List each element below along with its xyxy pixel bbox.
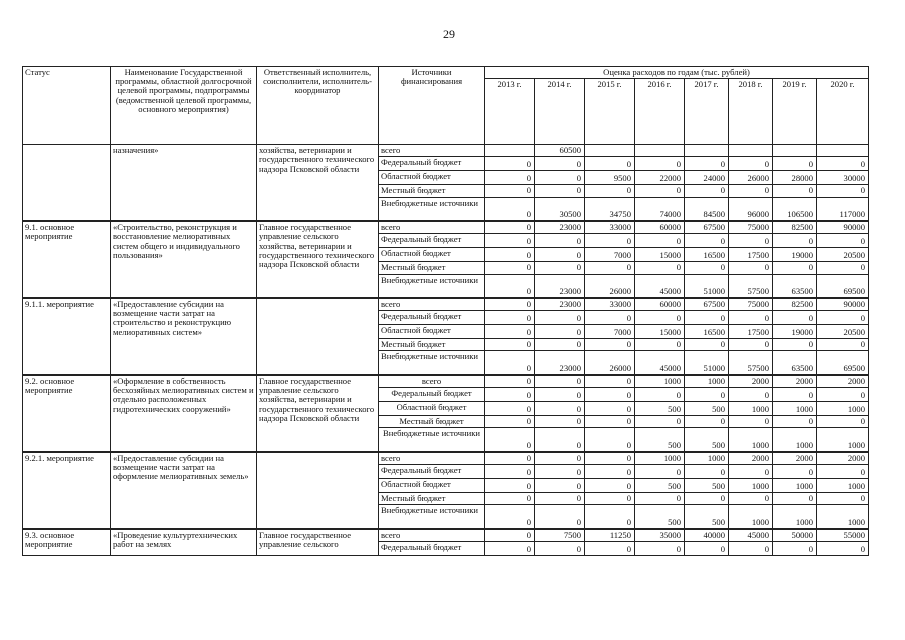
value-cell: 0 [535, 388, 585, 402]
source-cell: всего [379, 529, 485, 542]
year-header: 2015 г. [585, 79, 635, 145]
value-cell: 0 [585, 185, 635, 197]
value-cell: 0 [773, 541, 817, 555]
value-cell: 0 [773, 157, 817, 171]
value-cell: 0 [535, 452, 585, 465]
value-cell: 1000 [635, 452, 685, 465]
source-cell: Областной бюджет [379, 171, 485, 185]
value-cell: 45000 [635, 274, 685, 298]
value-cell: 0 [535, 428, 585, 452]
program-cell: «Строительство, реконструкция и восстановление мелиоративных систем общего и индивидуального пользования» [111, 221, 257, 298]
source-cell: Внебюджетные источники [379, 505, 485, 529]
table-row [23, 221, 869, 234]
value-cell: 51000 [685, 274, 729, 298]
value-cell: 57500 [729, 274, 773, 298]
value-cell: 0 [485, 248, 535, 262]
value-cell: 0 [485, 197, 535, 221]
value-cell: 0 [485, 402, 535, 416]
value-cell: 0 [535, 171, 585, 185]
source-cell: Местный бюджет [379, 339, 485, 351]
year-header: 2019 г. [773, 79, 817, 145]
value-cell: 16500 [685, 325, 729, 339]
value-cell: 0 [485, 171, 535, 185]
value-cell: 0 [585, 493, 635, 505]
value-cell: 0 [485, 351, 535, 375]
value-cell: 500 [635, 479, 685, 493]
value-cell: 60000 [635, 298, 685, 311]
value-cell: 0 [773, 185, 817, 197]
value-cell: 0 [729, 262, 773, 274]
value-cell: 117000 [817, 197, 869, 221]
header-sources: Источники финансирования [379, 67, 485, 145]
value-cell: 500 [635, 428, 685, 452]
value-cell: 90000 [817, 221, 869, 234]
value-cell: 0 [685, 185, 729, 197]
value-cell: 0 [729, 416, 773, 428]
value-cell: 67500 [685, 298, 729, 311]
value-cell: 0 [729, 234, 773, 248]
value-cell: 0 [485, 479, 535, 493]
value-cell: 0 [585, 234, 635, 248]
value-cell: 9500 [585, 171, 635, 185]
value-cell: 0 [535, 234, 585, 248]
value-cell: 0 [773, 339, 817, 351]
value-cell: 2000 [729, 375, 773, 388]
value-cell: 0 [635, 311, 685, 325]
status-cell: 9.3. основное мероприятие [23, 529, 111, 556]
program-cell: «Предоставление субсидии на возмещение части затрат на строительство и реконструкцию мелиоративных систем» [111, 298, 257, 375]
source-cell: Местный бюджет [379, 493, 485, 505]
value-cell: 500 [685, 428, 729, 452]
value-cell: 0 [585, 452, 635, 465]
value-cell [485, 145, 535, 157]
header-executor: Ответственный исполнитель, соисполнители, исполнитель-координатор [257, 67, 379, 145]
source-cell: Областной бюджет [379, 248, 485, 262]
value-cell: 500 [685, 505, 729, 529]
value-cell: 1000 [817, 402, 869, 416]
source-cell: Федеральный бюджет [379, 234, 485, 248]
value-cell: 50000 [773, 529, 817, 542]
table-row [23, 452, 869, 465]
value-cell: 0 [535, 402, 585, 416]
value-cell: 0 [485, 428, 535, 452]
value-cell: 22000 [635, 171, 685, 185]
value-cell: 0 [485, 505, 535, 529]
table-row [23, 529, 869, 542]
value-cell: 82500 [773, 221, 817, 234]
value-cell: 84500 [685, 197, 729, 221]
source-cell: Внебюджетные источники [379, 428, 485, 452]
value-cell: 0 [485, 416, 535, 428]
value-cell: 1000 [685, 375, 729, 388]
source-cell: Внебюджетные источники [379, 197, 485, 221]
value-cell: 0 [729, 157, 773, 171]
value-cell: 0 [535, 375, 585, 388]
value-cell: 2000 [817, 375, 869, 388]
value-cell: 17500 [729, 325, 773, 339]
value-cell: 0 [485, 234, 535, 248]
value-cell: 0 [535, 416, 585, 428]
year-header: 2020 г. [817, 79, 869, 145]
value-cell: 0 [773, 465, 817, 479]
value-cell: 0 [635, 262, 685, 274]
value-cell: 23000 [535, 351, 585, 375]
program-cell: «Оформление в собственность бесхозяйных мелиоративных систем и отдельно расположенных гидротехнических сооружений» [111, 375, 257, 452]
value-cell: 0 [535, 505, 585, 529]
executor-cell [257, 452, 379, 529]
year-header: 2013 г. [485, 79, 535, 145]
value-cell: 0 [535, 185, 585, 197]
source-cell: Федеральный бюджет [379, 311, 485, 325]
value-cell: 23000 [535, 274, 585, 298]
value-cell: 24000 [685, 171, 729, 185]
year-header: 2018 г. [729, 79, 773, 145]
value-cell: 0 [817, 262, 869, 274]
value-cell: 0 [685, 541, 729, 555]
value-cell: 63500 [773, 274, 817, 298]
value-cell: 1000 [773, 428, 817, 452]
header-status: Статус [23, 67, 111, 145]
value-cell: 0 [585, 479, 635, 493]
source-cell: Местный бюджет [379, 262, 485, 274]
value-cell: 33000 [585, 298, 635, 311]
status-cell: 9.2. основное мероприятие [23, 375, 111, 452]
value-cell: 0 [485, 221, 535, 234]
value-cell: 33000 [585, 221, 635, 234]
value-cell: 60500 [535, 145, 585, 157]
value-cell: 1000 [817, 428, 869, 452]
value-cell: 500 [635, 402, 685, 416]
value-cell: 17500 [729, 248, 773, 262]
table-row [23, 298, 869, 311]
value-cell: 0 [485, 388, 535, 402]
executor-cell: Главное государственное управление сельского [257, 529, 379, 556]
value-cell: 0 [485, 375, 535, 388]
value-cell: 69500 [817, 351, 869, 375]
value-cell: 0 [635, 388, 685, 402]
value-cell: 34750 [585, 197, 635, 221]
value-cell: 19000 [773, 325, 817, 339]
value-cell: 7000 [585, 325, 635, 339]
value-cell: 0 [773, 388, 817, 402]
value-cell: 0 [535, 541, 585, 555]
value-cell: 67500 [685, 221, 729, 234]
value-cell: 0 [485, 493, 535, 505]
value-cell: 0 [729, 465, 773, 479]
source-cell: Федеральный бюджет [379, 465, 485, 479]
value-cell: 0 [585, 541, 635, 555]
value-cell [635, 145, 685, 157]
value-cell: 0 [817, 185, 869, 197]
value-cell: 45000 [635, 351, 685, 375]
year-header: 2017 г. [685, 79, 729, 145]
source-cell: Федеральный бюджет [379, 388, 485, 402]
value-cell: 1000 [773, 479, 817, 493]
executor-cell: Главное государственное управление сельского хозяйства, ветеринарии и государственного технического надзора Псковской области [257, 375, 379, 452]
value-cell: 63500 [773, 351, 817, 375]
value-cell: 0 [485, 339, 535, 351]
value-cell: 1000 [729, 505, 773, 529]
source-cell: всего [379, 145, 485, 157]
value-cell: 0 [585, 311, 635, 325]
value-cell: 0 [585, 157, 635, 171]
value-cell: 0 [685, 234, 729, 248]
value-cell: 0 [635, 493, 685, 505]
source-cell: всего [379, 221, 485, 234]
value-cell: 0 [773, 311, 817, 325]
value-cell: 15000 [635, 248, 685, 262]
value-cell: 1000 [685, 452, 729, 465]
executor-cell: хозяйства, ветеринарии и государственного технического надзора Псковской области [257, 145, 379, 221]
value-cell: 0 [817, 339, 869, 351]
value-cell: 0 [535, 339, 585, 351]
value-cell: 0 [635, 157, 685, 171]
source-cell: Местный бюджет [379, 185, 485, 197]
value-cell: 1000 [773, 505, 817, 529]
value-cell: 0 [585, 465, 635, 479]
value-cell: 0 [585, 428, 635, 452]
value-cell: 0 [773, 234, 817, 248]
value-cell: 0 [485, 465, 535, 479]
value-cell: 1000 [817, 505, 869, 529]
value-cell: 0 [535, 248, 585, 262]
value-cell: 16500 [685, 248, 729, 262]
value-cell: 1000 [729, 428, 773, 452]
value-cell: 0 [585, 262, 635, 274]
value-cell: 0 [729, 339, 773, 351]
status-cell [23, 145, 111, 221]
value-cell: 0 [585, 505, 635, 529]
value-cell: 0 [635, 185, 685, 197]
value-cell: 30000 [817, 171, 869, 185]
value-cell: 75000 [729, 221, 773, 234]
value-cell: 57500 [729, 351, 773, 375]
value-cell: 2000 [773, 452, 817, 465]
value-cell: 74000 [635, 197, 685, 221]
value-cell [729, 145, 773, 157]
source-cell: Местный бюджет [379, 416, 485, 428]
value-cell [685, 145, 729, 157]
value-cell: 0 [817, 465, 869, 479]
year-header: 2016 г. [635, 79, 685, 145]
value-cell: 500 [685, 402, 729, 416]
value-cell: 0 [485, 529, 535, 542]
source-cell: Федеральный бюджет [379, 541, 485, 555]
value-cell: 1000 [635, 375, 685, 388]
status-cell: 9.1. основное мероприятие [23, 221, 111, 298]
value-cell: 0 [729, 311, 773, 325]
value-cell: 0 [685, 157, 729, 171]
value-cell: 0 [817, 541, 869, 555]
value-cell: 0 [635, 234, 685, 248]
value-cell: 0 [685, 465, 729, 479]
value-cell: 0 [585, 416, 635, 428]
value-cell: 28000 [773, 171, 817, 185]
value-cell: 0 [635, 339, 685, 351]
value-cell: 0 [485, 274, 535, 298]
value-cell: 0 [485, 325, 535, 339]
value-cell: 15000 [635, 325, 685, 339]
source-cell: Областной бюджет [379, 479, 485, 493]
status-cell: 9.2.1. мероприятие [23, 452, 111, 529]
value-cell: 0 [485, 298, 535, 311]
value-cell: 0 [685, 262, 729, 274]
table-body [23, 145, 869, 556]
program-cell: «Проведение культуртехнических работ на землях [111, 529, 257, 556]
value-cell: 0 [685, 311, 729, 325]
value-cell: 0 [685, 416, 729, 428]
value-cell: 45000 [729, 529, 773, 542]
value-cell: 0 [485, 541, 535, 555]
value-cell [773, 145, 817, 157]
value-cell: 0 [535, 465, 585, 479]
source-cell: всего [379, 298, 485, 311]
year-header: 2014 г. [535, 79, 585, 145]
value-cell: 0 [485, 311, 535, 325]
page-number: 29 [443, 27, 455, 41]
value-cell: 0 [817, 493, 869, 505]
value-cell: 20500 [817, 325, 869, 339]
value-cell: 0 [535, 493, 585, 505]
value-cell: 0 [535, 262, 585, 274]
table-row [23, 145, 869, 157]
value-cell: 11250 [585, 529, 635, 542]
value-cell: 2000 [817, 452, 869, 465]
value-cell: 2000 [773, 375, 817, 388]
value-cell: 96000 [729, 197, 773, 221]
source-cell: Областной бюджет [379, 325, 485, 339]
value-cell: 51000 [685, 351, 729, 375]
value-cell: 500 [635, 505, 685, 529]
status-cell: 9.1.1. мероприятие [23, 298, 111, 375]
value-cell: 20500 [817, 248, 869, 262]
value-cell: 26000 [585, 351, 635, 375]
value-cell: 0 [685, 493, 729, 505]
value-cell: 75000 [729, 298, 773, 311]
executor-cell [257, 298, 379, 375]
value-cell: 0 [485, 185, 535, 197]
source-cell: Внебюджетные источники [379, 274, 485, 298]
value-cell: 90000 [817, 298, 869, 311]
value-cell: 0 [817, 311, 869, 325]
value-cell: 0 [585, 388, 635, 402]
budget-table [22, 66, 869, 556]
value-cell: 0 [817, 234, 869, 248]
table-row [23, 375, 869, 388]
source-cell: Областной бюджет [379, 402, 485, 416]
header-program: Наименование Государственной программы, областной долгосрочной целевой программы, подпрограммы (ведомственной целевой программы, основного мероприятия) [111, 67, 257, 145]
source-cell: Федеральный бюджет [379, 157, 485, 171]
value-cell: 30500 [535, 197, 585, 221]
value-cell: 0 [535, 325, 585, 339]
value-cell: 0 [773, 262, 817, 274]
value-cell: 0 [485, 262, 535, 274]
value-cell: 60000 [635, 221, 685, 234]
value-cell: 0 [773, 493, 817, 505]
value-cell: 55000 [817, 529, 869, 542]
value-cell [817, 145, 869, 157]
value-cell: 0 [729, 185, 773, 197]
value-cell: 0 [485, 452, 535, 465]
value-cell: 500 [685, 479, 729, 493]
value-cell: 0 [817, 416, 869, 428]
header-estimate: Оценка расходов по годам (тыс. рублей) [485, 67, 869, 79]
value-cell: 1000 [817, 479, 869, 493]
value-cell: 0 [535, 311, 585, 325]
value-cell: 0 [635, 541, 685, 555]
value-cell: 69500 [817, 274, 869, 298]
value-cell: 0 [685, 388, 729, 402]
value-cell: 106500 [773, 197, 817, 221]
value-cell: 0 [635, 465, 685, 479]
value-cell: 35000 [635, 529, 685, 542]
value-cell: 2000 [729, 452, 773, 465]
value-cell [585, 145, 635, 157]
value-cell: 0 [585, 375, 635, 388]
value-cell: 23000 [535, 298, 585, 311]
value-cell: 0 [685, 339, 729, 351]
value-cell: 40000 [685, 529, 729, 542]
value-cell: 1000 [729, 479, 773, 493]
value-cell: 0 [817, 157, 869, 171]
value-cell: 0 [729, 493, 773, 505]
program-cell: назначения» [111, 145, 257, 221]
source-cell: всего [379, 452, 485, 465]
value-cell: 0 [485, 157, 535, 171]
value-cell: 23000 [535, 221, 585, 234]
value-cell: 26000 [585, 274, 635, 298]
value-cell: 19000 [773, 248, 817, 262]
value-cell: 7000 [585, 248, 635, 262]
program-cell: «Предоставление субсидии на возмещение части затрат на оформление мелиоративных земель» [111, 452, 257, 529]
value-cell: 82500 [773, 298, 817, 311]
value-cell: 0 [817, 388, 869, 402]
value-cell: 0 [729, 541, 773, 555]
value-cell: 1000 [773, 402, 817, 416]
value-cell: 1000 [729, 402, 773, 416]
source-cell: всего [379, 375, 485, 388]
value-cell: 0 [729, 388, 773, 402]
value-cell: 26000 [729, 171, 773, 185]
value-cell: 0 [585, 339, 635, 351]
value-cell: 7500 [535, 529, 585, 542]
value-cell: 0 [535, 157, 585, 171]
value-cell: 0 [585, 402, 635, 416]
executor-cell: Главное государственное управление сельского хозяйства, ветеринарии и государственного технического надзора Псковской области [257, 221, 379, 298]
source-cell: Внебюджетные источники [379, 351, 485, 375]
value-cell: 0 [635, 416, 685, 428]
value-cell: 0 [773, 416, 817, 428]
value-cell: 0 [535, 479, 585, 493]
